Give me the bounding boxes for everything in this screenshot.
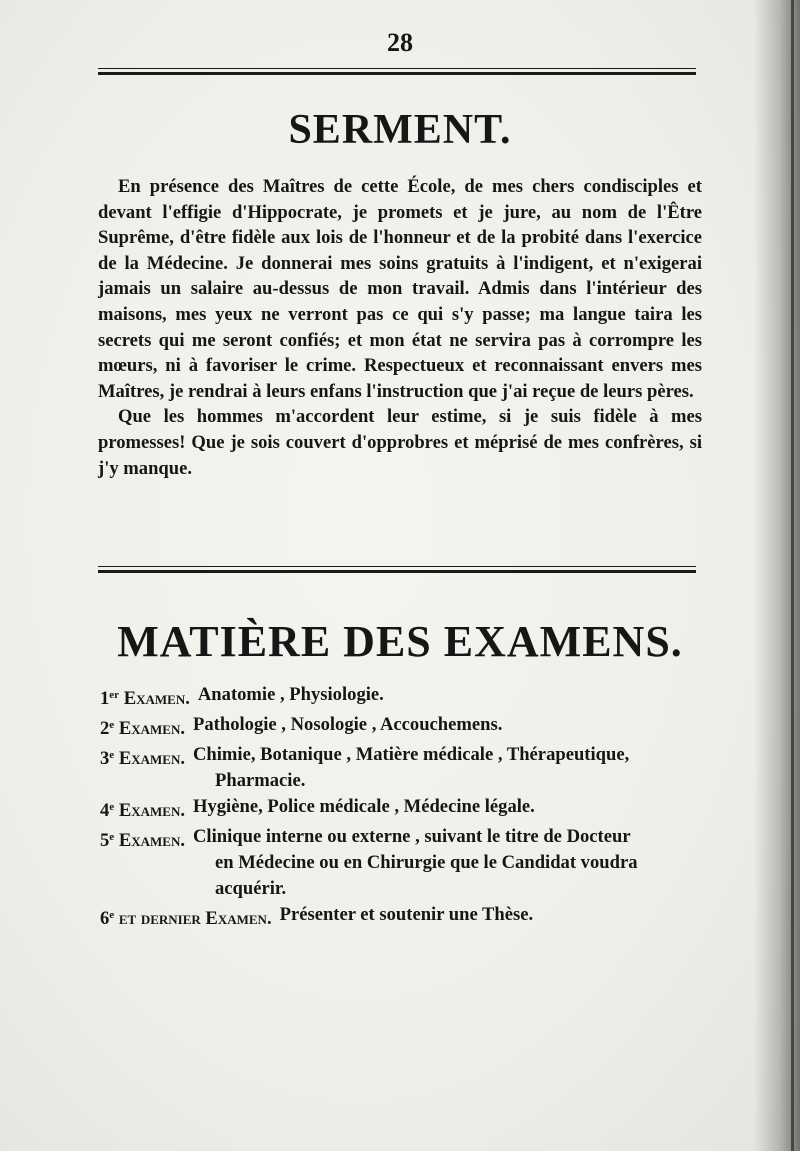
exam-subject-text: Chimie, Botanique , Matière médicale , Thérapeutique, <box>193 744 630 765</box>
exam-item <box>100 902 710 932</box>
exam-ordinal <box>100 688 119 709</box>
exam-subject <box>193 824 710 902</box>
exam-ordinal <box>100 800 114 821</box>
exam-ordinal <box>100 718 114 739</box>
exam-ordinal-suffix: e <box>109 719 115 731</box>
exam-subject <box>280 902 710 928</box>
exam-subject-continuation: Pharmacie. <box>215 770 306 791</box>
rule-thin-line <box>98 68 696 69</box>
exam-number: 3 <box>100 748 110 769</box>
rule-thin-line <box>98 566 696 567</box>
serment-title: SERMENT. <box>288 107 512 153</box>
exam-number: 2 <box>100 718 110 739</box>
exam-item <box>100 794 710 824</box>
exam-ordinal-suffix: e <box>109 831 115 843</box>
exam-subject-text: Pathologie , Nosologie , Accouchemens. <box>193 714 503 735</box>
exam-item <box>100 824 710 902</box>
exam-item <box>100 712 710 742</box>
exam-subject-continuation: en Médecine ou en Chirurgie que le Candidat voudra acquérir. <box>215 852 638 899</box>
exam-ordinal-suffix: er <box>109 689 120 701</box>
exam-subject <box>193 794 710 820</box>
matiere-title: MATIÈRE DES EXAMENS. <box>117 617 683 666</box>
exam-ordinal-suffix: e <box>109 749 115 761</box>
exam-subject-text: Présenter et soutenir une Thèse. <box>279 904 534 925</box>
exam-ordinal <box>100 830 114 851</box>
exam-label <box>100 824 193 854</box>
exam-label <box>100 902 280 932</box>
exam-ordinal <box>100 908 114 929</box>
exam-label <box>100 794 193 824</box>
exam-subject <box>193 712 710 738</box>
exam-subject-text: Anatomie , Physiologie. <box>197 684 384 705</box>
exam-subject-text: Hygiène, Police médicale , Médecine légale. <box>193 796 535 817</box>
exam-list <box>100 682 710 932</box>
exam-label <box>100 682 198 712</box>
oath-text <box>98 174 702 481</box>
exam-subject <box>193 742 710 794</box>
exam-label <box>100 742 193 772</box>
exam-subject-text: Clinique interne ou externe , suivant le titre de Docteur <box>193 826 631 847</box>
middle-double-rule <box>98 566 696 573</box>
exam-name: Examen. <box>118 830 185 851</box>
exam-ordinal <box>100 748 114 769</box>
page-number: 28 <box>387 28 413 57</box>
exam-number: 6 <box>100 908 110 929</box>
exam-name: Examen. <box>118 800 185 821</box>
oath-paragraph: Que les hommes m'accordent leur estime, si je suis fidèle à mes promesses! Que je sois couvert d'opprobres et méprisé de mes confrères, si j'y manque. <box>98 406 702 479</box>
exam-number: 4 <box>100 800 110 821</box>
exam-item <box>100 682 710 712</box>
oath-paragraph: En présence des Maîtres de cette École, de mes chers condisciples et devant l'effigie d'Hippocrate, je promets et je jure, au nom de l'Être Suprême, d'être fidèle aux lois de l'honneur et de la probité dans l'exercice de la Médecine. Je donnerai mes soins gratuits à l'indigent, et n'exigerai jamais un salaire au-dessus de mon travail. Admis dans l'intérieur des maisons, mes yeux ne verront pas ce qui s'y passe; ma langue taira les secrets qui me seront confiés; et mon état ne servira pas à corrompre les mœurs, ni à favoriser le crime. Respectueux et reconnaissant envers mes Maîtres, je rendrai à leurs enfans l'instruction que j'ai reçue de leurs pères. <box>98 176 702 402</box>
page-edge-line <box>791 0 794 1151</box>
exam-ordinal-suffix: e <box>109 801 115 813</box>
exam-subject <box>198 682 710 708</box>
exam-number: 5 <box>100 830 110 851</box>
exam-name: Examen. <box>118 718 185 739</box>
exam-label <box>100 712 193 742</box>
exam-ordinal-suffix: e <box>109 909 115 921</box>
exam-number: 1 <box>100 688 110 709</box>
exam-item <box>100 742 710 794</box>
top-double-rule <box>98 68 696 75</box>
rule-thick-line <box>98 72 696 75</box>
rule-thick-line <box>98 570 696 573</box>
exam-name: Examen. <box>123 688 190 709</box>
exam-name: et dernier Examen. <box>118 908 272 929</box>
exam-name: Examen. <box>118 748 185 769</box>
